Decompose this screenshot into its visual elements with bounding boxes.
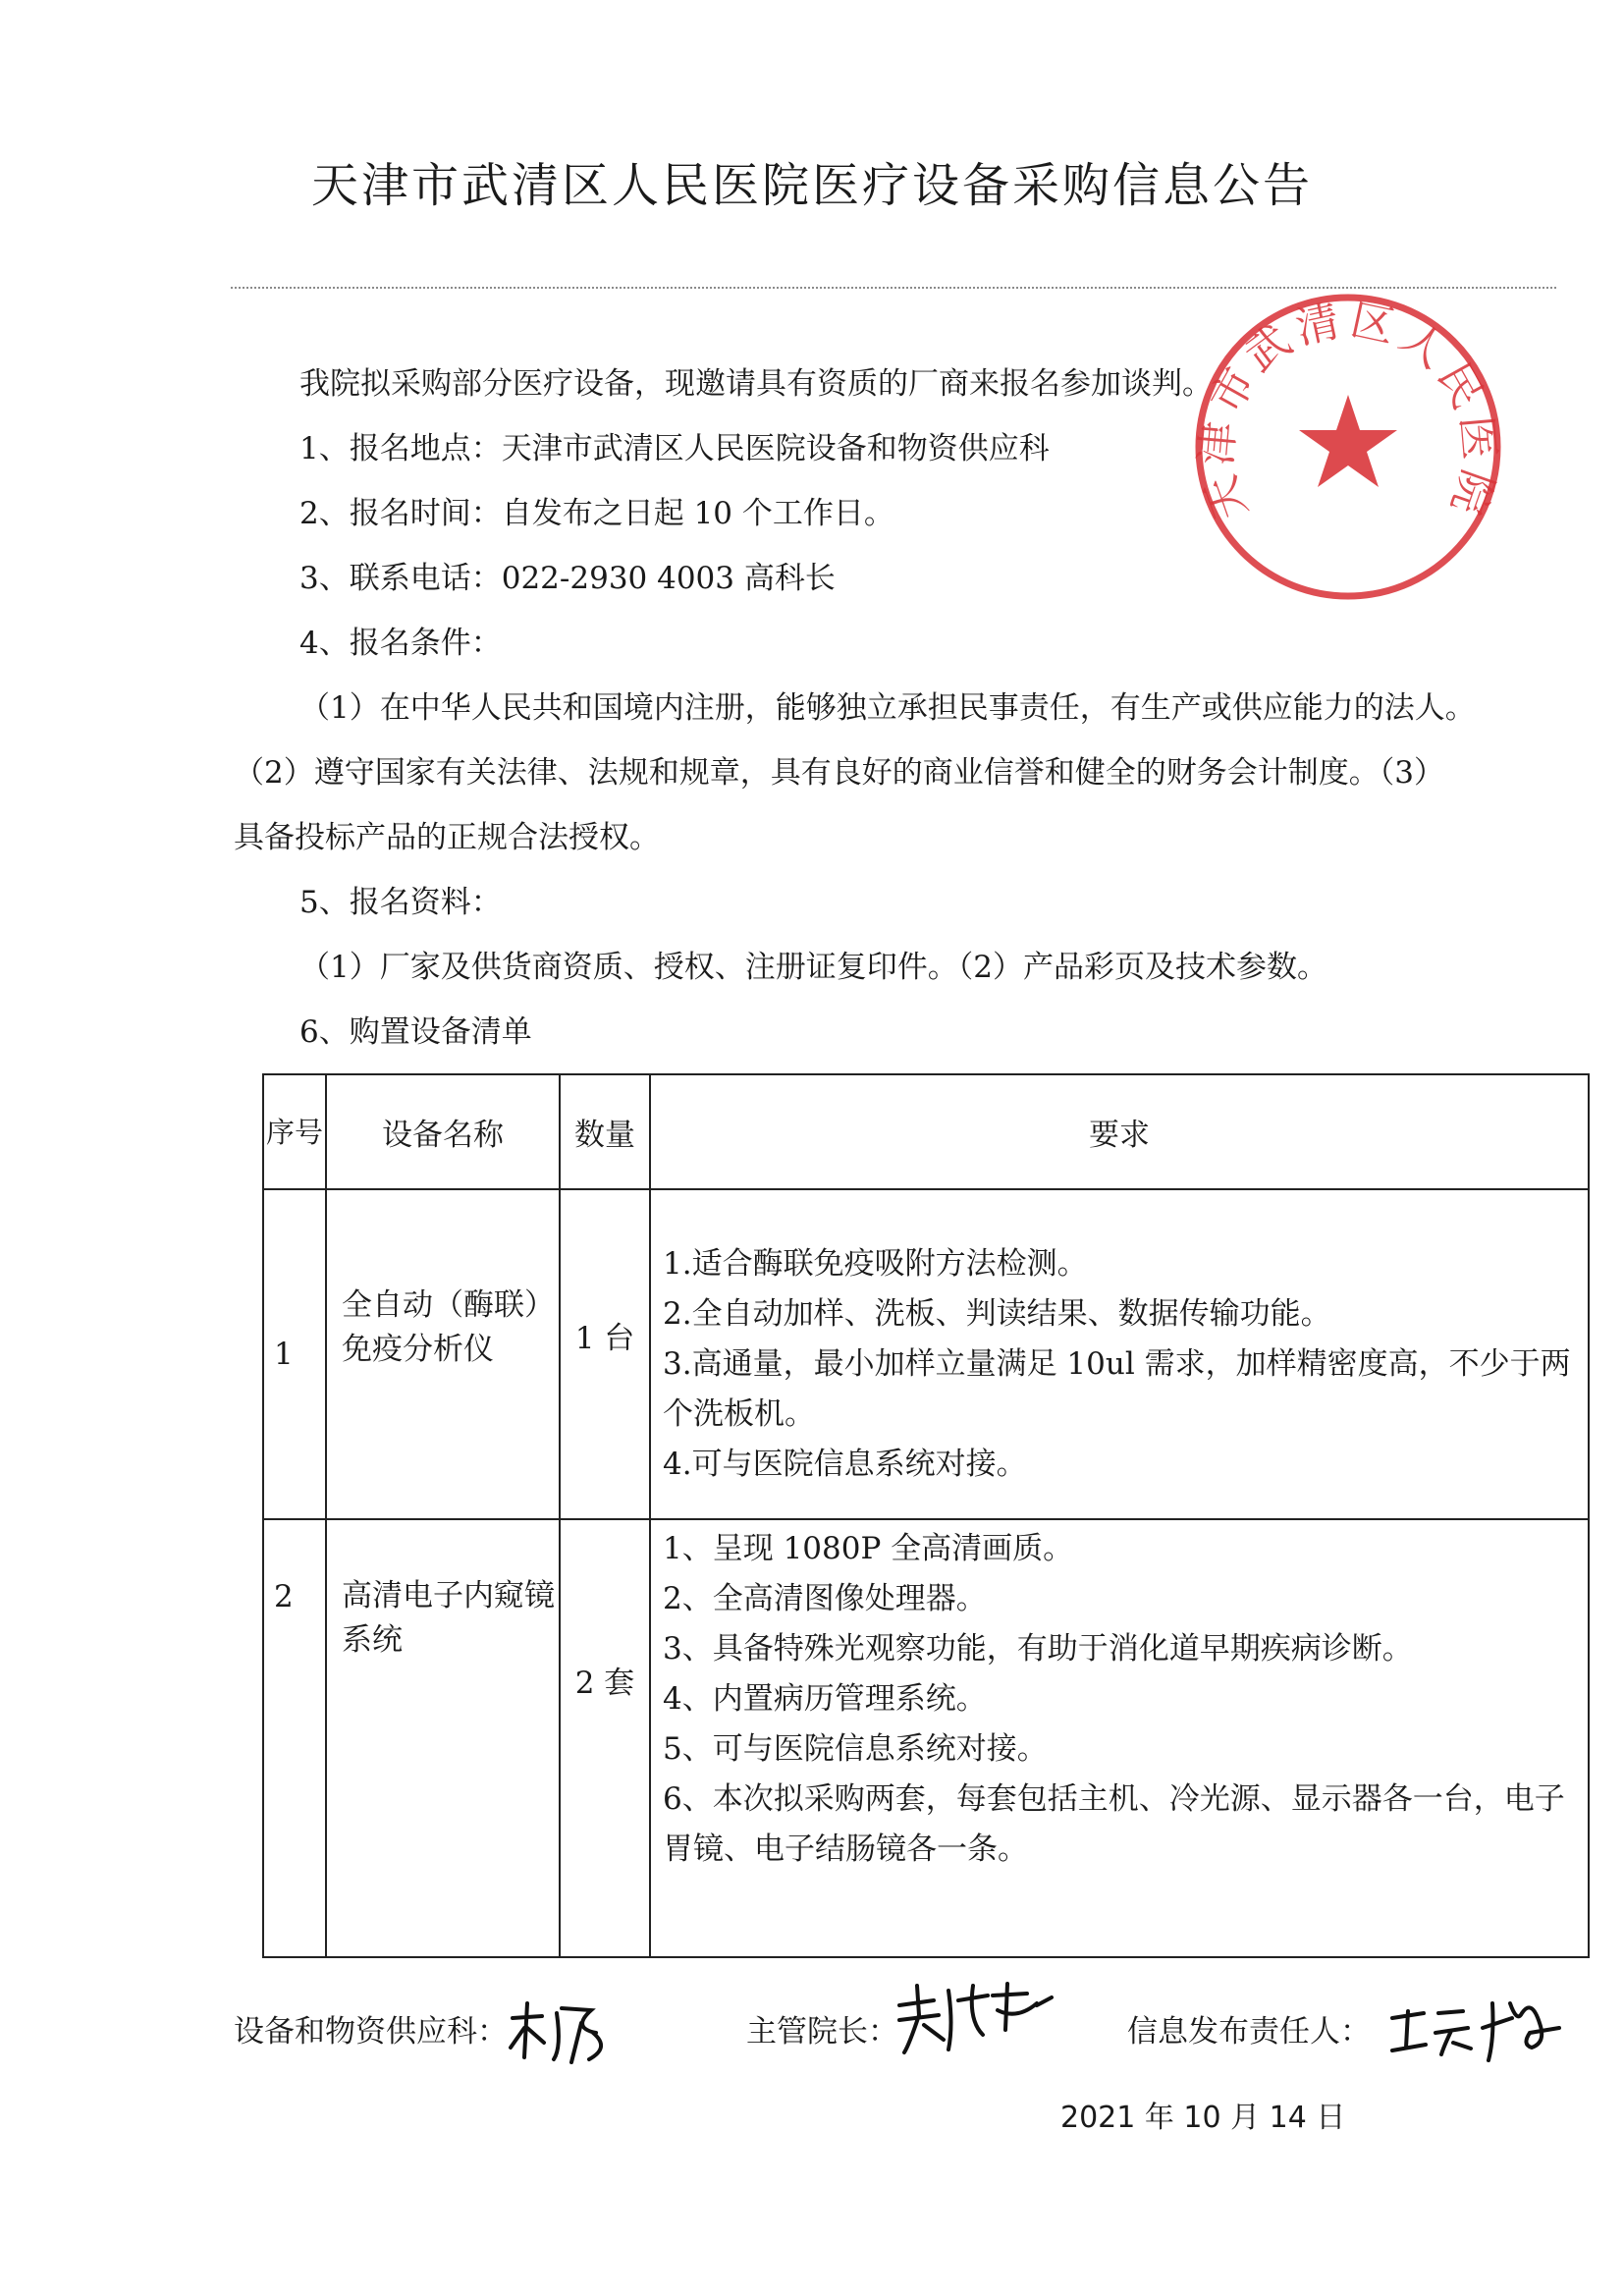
registration-time: 2、报名时间：自发布之日起 10 个工作日。 (299, 496, 894, 531)
requirement-item: 1.适合酶联免疫吸附方法检测。 (663, 1246, 1088, 1282)
table-row (263, 1519, 1589, 1957)
requirement-item: 4、内置病历管理系统。 (663, 1681, 987, 1717)
requirement-item: 5、可与医院信息系统对接。 (663, 1731, 1048, 1767)
requirement-item: 3.高通量，最小加样立量满足 10ul 需求，加样精密度高，不少于两个洗板机。 (663, 1346, 1571, 1432)
requirement-item: 3、具备特殊光观察功能，有助于消化道早期疾病诊断。 (663, 1631, 1413, 1667)
row-index: 1 (263, 1189, 326, 1519)
contact-phone: 3、联系电话：022-2930 4003 高科长 (299, 561, 836, 596)
requirement-item: 2、全高清图像处理器。 (663, 1581, 987, 1616)
dept-signature-label: 设备和物资供应科： (234, 2014, 508, 2050)
requirement-item: 6、本次拟采购两套，每套包括主机、冷光源、显示器各一台，电子胃镜、电子结肠镜各一条。 (663, 1781, 1565, 1867)
seal-text: 天津市武清区人民医院 (1191, 295, 1505, 527)
header-index: 序号 (263, 1074, 326, 1189)
requirement-item: 4.可与医院信息系统对接。 (663, 1447, 1027, 1482)
table-row (263, 1189, 1589, 1519)
requirement-item: 2.全自动加样、洗板、判读结果、数据传输功能。 (663, 1296, 1331, 1332)
publisher-signature-image (1384, 1984, 1571, 2067)
director-signature-image (890, 1976, 1066, 2059)
row-requirements (650, 1519, 1589, 1957)
conditions-heading: 4、报名条件： (299, 626, 502, 661)
row-quantity: 2 套 (560, 1519, 650, 1957)
header-requirements: 要求 (650, 1074, 1589, 1189)
director-signature-label: 主管院长： (746, 2014, 898, 2050)
table-header-row (263, 1074, 1589, 1189)
dept-signature-image (503, 1989, 650, 2067)
row-quantity: 1 台 (560, 1189, 650, 1519)
equipment-list-heading: 6、购置设备清单 (299, 1014, 532, 1050)
equipment-table (262, 1073, 1590, 1958)
materials-line-1: （1）厂家及供货商资质、授权、注册证复印件。（2）产品彩页及技术参数。 (299, 950, 1327, 985)
document-title: 天津市武清区人民医院医疗设备采购信息公告 (310, 158, 1313, 213)
publication-date: 2021 年 10 月 14 日 (1060, 2101, 1346, 2135)
row-equipment-name: 全自动（酶联）免疫分析仪 (326, 1189, 560, 1519)
seal-star-icon (1299, 395, 1397, 487)
intro-paragraph: 我院拟采购部分医疗设备，现邀请具有资质的厂商来报名参加谈判。 (299, 366, 1213, 402)
header-name: 设备名称 (326, 1074, 560, 1189)
header-quantity: 数量 (560, 1074, 650, 1189)
conditions-line-1: （1）在中华人民共和国境内注册，能够独立承担民事责任，有生产或供应能力的法人。 (299, 690, 1476, 726)
official-seal (1186, 285, 1510, 609)
conditions-line-3: 具备投标产品的正规合法授权。 (234, 820, 660, 855)
row-index: 2 (263, 1519, 326, 1957)
conditions-line-2: （2）遵守国家有关法律、法规和规章，具有良好的商业信誉和健全的财务会计制度。（3） (234, 755, 1444, 791)
publisher-signature-label: 信息发布责任人： (1127, 2014, 1371, 2050)
row-requirements (650, 1189, 1589, 1519)
requirement-item: 1、呈现 1080P 全高清画质。 (663, 1531, 1074, 1566)
row-equipment-name: 高清电子内窥镜系统 (326, 1519, 560, 1957)
registration-location: 1、报名地点：天津市武清区人民医院设备和物资供应科 (299, 431, 1050, 466)
materials-heading: 5、报名资料： (299, 885, 502, 920)
